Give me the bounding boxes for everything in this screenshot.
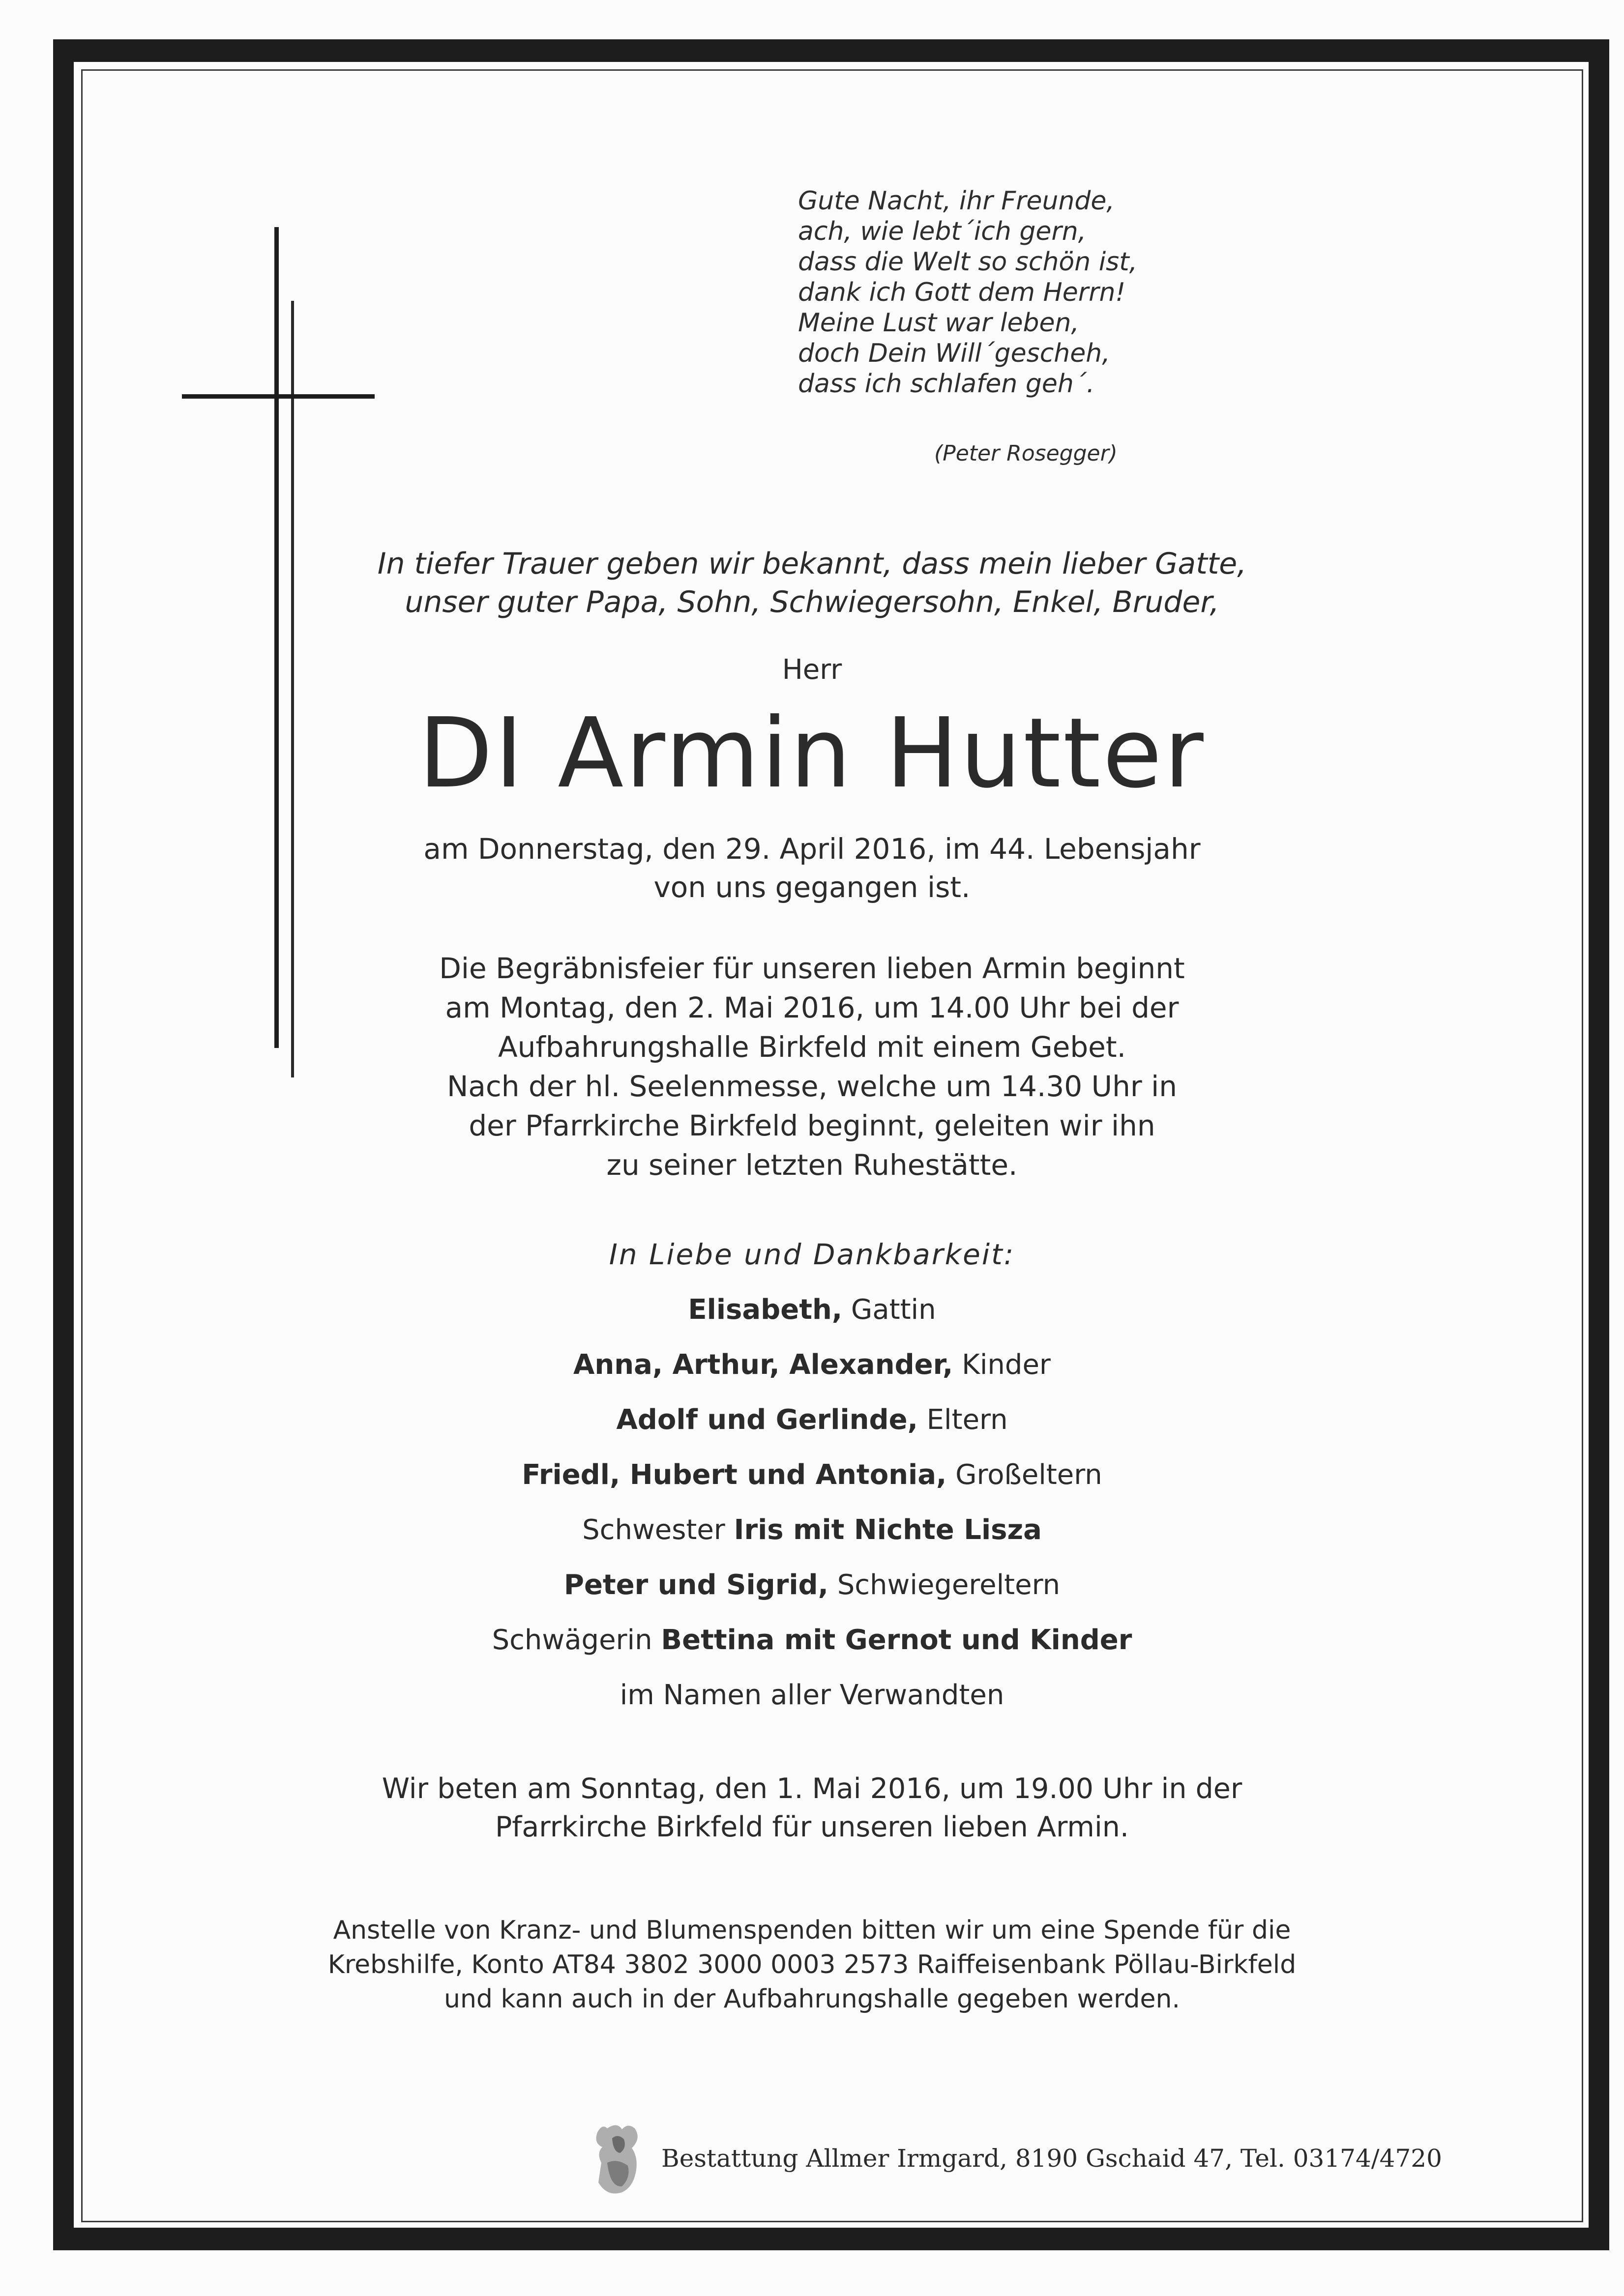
poem-attribution: (Peter Rosegger) — [934, 441, 1118, 466]
funeral-line: der Pfarrkirche Birkfeld beginnt, geleiten wir ihn — [469, 1109, 1155, 1142]
funeral-line: zu seiner letzten Ruhestätte. — [606, 1148, 1018, 1182]
donation-line: Anstelle von Kranz- und Blumenspenden bitten wir um eine Spende für die — [333, 1916, 1291, 1945]
cross-icon-vertical-bar — [274, 227, 279, 1048]
mourner-row — [0, 1568, 1624, 1623]
mourner-prefix: Schwester — [582, 1514, 734, 1546]
death-line: von uns gegangen ist. — [653, 871, 971, 904]
mourner-relation: Eltern — [917, 1404, 1008, 1436]
mourner-relation: Gattin — [842, 1294, 936, 1326]
death-statement — [0, 830, 1624, 906]
funeral-details — [0, 949, 1624, 1185]
honorific: Herr — [782, 654, 842, 686]
announcement-intro — [0, 545, 1624, 621]
funeral-line: am Montag, den 2. Mai 2016, um 14.00 Uhr bei der — [445, 991, 1179, 1024]
prayer-line: Pfarrkirche Birkfeld für unseren lieben Armin. — [495, 1811, 1129, 1843]
mourner-row — [0, 1348, 1624, 1403]
funeral-line: Nach der hl. Seelenmesse, welche um 14.30 Uhr in — [446, 1070, 1177, 1103]
mourner-relation: Kinder — [953, 1349, 1051, 1381]
mourners-list — [0, 1293, 1624, 1733]
prayer-notice — [0, 1770, 1624, 1846]
intro-line: In tiefer Trauer geben wir bekannt, dass mein lieber Gatte, — [377, 547, 1247, 581]
donation-line: Krebshilfe, Konto AT84 3802 3000 0003 2573 Raiffeisenbank Pöllau-Birkfeld — [327, 1950, 1297, 1979]
mourners-heading: In Liebe und Dankbarkeit: — [609, 1238, 1015, 1271]
intro-line: unser guter Papa, Sohn, Schwiegersohn, Enkel, Bruder, — [405, 585, 1219, 619]
angel-logo-icon — [588, 2119, 651, 2202]
cross-icon-horizontal-bar — [182, 394, 375, 399]
poem-line: Gute Nacht, ihr Freunde, — [798, 186, 1115, 216]
poem-line: Meine Lust war leben, — [798, 308, 1079, 338]
mourner-row — [0, 1458, 1624, 1513]
mourner-names: Peter und Sigrid, — [563, 1569, 828, 1601]
mourner-row — [0, 1513, 1624, 1568]
deceased-name: DI Armin Hutter — [418, 698, 1206, 810]
poem-line: ach, wie lebt´ich gern, — [798, 217, 1087, 246]
poem — [798, 186, 1240, 399]
mourner-names: Anna, Arthur, Alexander, — [573, 1349, 953, 1381]
mourner-relation: Großeltern — [946, 1459, 1102, 1491]
funeral-line: Aufbahrungshalle Birkfeld mit einem Gebet. — [498, 1030, 1126, 1064]
mourner-names: Elisabeth, — [688, 1294, 843, 1326]
mourner-relation: Schwiegereltern — [828, 1569, 1061, 1601]
prayer-line: Wir beten am Sonntag, den 1. Mai 2016, um 19.00 Uhr in der — [382, 1773, 1242, 1805]
poem-line: dass ich schlafen geh´. — [798, 369, 1095, 399]
mourner-row — [0, 1678, 1624, 1733]
mourner-names: Iris mit Nichte Lisza — [734, 1514, 1042, 1546]
mourner-names: Bettina mit Gernot und Kinder — [661, 1624, 1132, 1656]
poem-line: dank ich Gott dem Herrn! — [798, 278, 1126, 307]
mourner-names: Friedl, Hubert und Antonia, — [522, 1459, 947, 1491]
mourner-row — [0, 1623, 1624, 1678]
funeral-line: Die Begräbnisfeier für unseren lieben Armin beginnt — [439, 952, 1185, 985]
donation-notice — [0, 1913, 1624, 2016]
death-line: am Donnerstag, den 29. April 2016, im 44. Lebensjahr — [423, 832, 1201, 866]
poem-line: dass die Welt so schön ist, — [798, 247, 1138, 277]
funeral-home-contact: Bestattung Allmer Irmgard, 8190 Gschaid 47, Tel. 03174/4720 — [661, 2144, 1442, 2173]
mourner-row — [0, 1293, 1624, 1348]
mourner-names: Adolf und Gerlinde, — [616, 1404, 918, 1436]
mourner-prefix: Schwägerin — [492, 1624, 661, 1656]
mourner-row — [0, 1403, 1624, 1458]
poem-line: doch Dein Will´gescheh, — [798, 339, 1110, 368]
donation-line: und kann auch in der Aufbahrungshalle gegeben werden. — [444, 1984, 1180, 2014]
mourner-prefix: im Namen aller Verwandten — [620, 1679, 1004, 1711]
